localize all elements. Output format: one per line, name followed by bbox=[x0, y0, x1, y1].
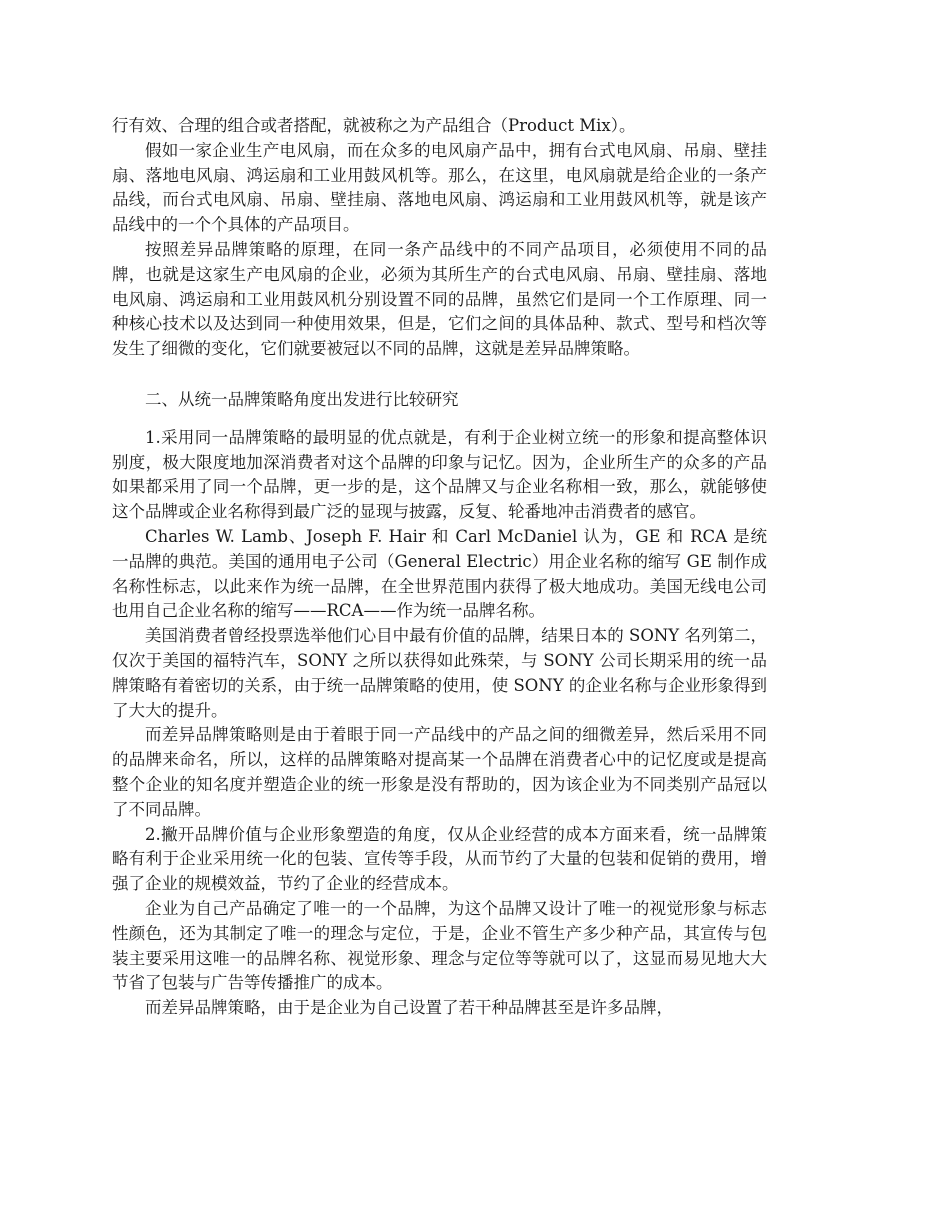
section-heading: 二、从统一品牌策略角度出发进行比较研究 bbox=[145, 389, 459, 409]
paragraph-ge-rca: Charles W. Lamb、Joseph F. Hair 和 Carl McDaniel 认为，GE 和 RCA 是统一品牌的典范。美国的通用电子公司（General Electric）用企业名称的缩写 GE 制作成名称性标志，以此来作为统一品牌，在全世界范围内获得了极大地成功。美国无线电公司也用自己企业名称的缩写——RCA——作为统一品牌名称。 bbox=[112, 526, 767, 621]
paragraph-sony: 美国消费者曾经投票选举他们心目中最有价值的品牌，结果日本的 SONY 名列第二，仅次于美国的福特汽车，SONY 之所以获得如此殊荣，与 SONY 公司长期采用的统一品牌策略有着密切的关系，由于统一品牌策略的使用，使 SONY 的企业名称与企业形象得到了大大的提升。 bbox=[112, 626, 767, 720]
paragraph-differential-contrast: 而差异品牌策略则是由于着眼于同一产品线中的产品之间的细微差异，然后采用不同的品牌来命名，所以，这样的品牌策略对提高某一个品牌在消费者心中的记忆度或是提高整个企业的知名度并塑造企业的统一形象是没有帮助的，因为该企业为不同类别产品冠以了不同品牌。 bbox=[112, 725, 767, 819]
paragraph-single-brand-cost: 企业为自己产品确定了唯一的一个品牌，为这个品牌又设计了唯一的视觉形象与标志性颜色，还为其制定了唯一的理念与定位，于是，企业不管生产多少种产品，其宣传与包装主要采用这唯一的品牌名称、视觉形象、理念与定位等等就可以了，这显而易见地大大节省了包装与广告等传播推广的成本。 bbox=[112, 898, 767, 993]
paragraph-fan-example: 假如一家企业生产电风扇，而在众多的电风扇产品中，拥有台式电风扇、吊扇、壁挂扇、落地电风扇、鸿运扇和工业用鼓风机等。那么，在这里，电风扇就是给企业的一条产品线，而台式电风扇、吊扇、壁挂扇、落地电风扇、鸿运扇和工业用鼓风机等，就是该产品线中的一个个具体的产品项目。 bbox=[112, 140, 767, 235]
paragraph-point-1: 1.采用同一品牌策略的最明显的优点就是，有利于企业树立统一的形象和提高整体识别度，极大限度地加深消费者对这个品牌的印象与记忆。因为，企业所生产的众多的产品如果都采用了同一个品牌，更一步的是，这个品牌又与企业名称相一致，那么，就能够使这个品牌或企业名称得到最广泛的显现与披露，反复、轮番地冲击消费者的感官。 bbox=[112, 427, 767, 522]
paragraph-point-2: 2.撇开品牌价值与企业形象塑造的角度，仅从企业经营的成本方面来看，统一品牌策略有利于企业采用统一化的包装、宣传等手段，从而节约了大量的包装和促销的费用，增强了企业的规模效益，节约了企业的经营成本。 bbox=[112, 824, 767, 894]
section-spacer bbox=[112, 362, 767, 375]
document-body bbox=[112, 114, 767, 1021]
paragraph-differential-brand: 按照差异品牌策略的原理，在同一条产品线中的不同产品项目，必须使用不同的品牌，也就是这家生产电风扇的企业，必须为其所生产的台式电风扇、吊扇、壁挂扇、落地电风扇、鸿运扇和工业用鼓风机分别设置不同的品牌，虽然它们是同一个工作原理、同一种核心技术以及达到同一种使用效果，但是，它们之间的具体品种、款式、型号和档次等发生了细微的变化，它们就要被冠以不同的品牌，这就是差异品牌策略。 bbox=[112, 239, 767, 359]
paragraph-product-mix: 行有效、合理的组合或者搭配，就被称之为产品组合（Product Mix）。 bbox=[112, 116, 636, 135]
paragraph-differential-cost: 而差异品牌策略，由于是企业为自己设置了若干种品牌甚至是许多品牌， bbox=[145, 998, 673, 1018]
